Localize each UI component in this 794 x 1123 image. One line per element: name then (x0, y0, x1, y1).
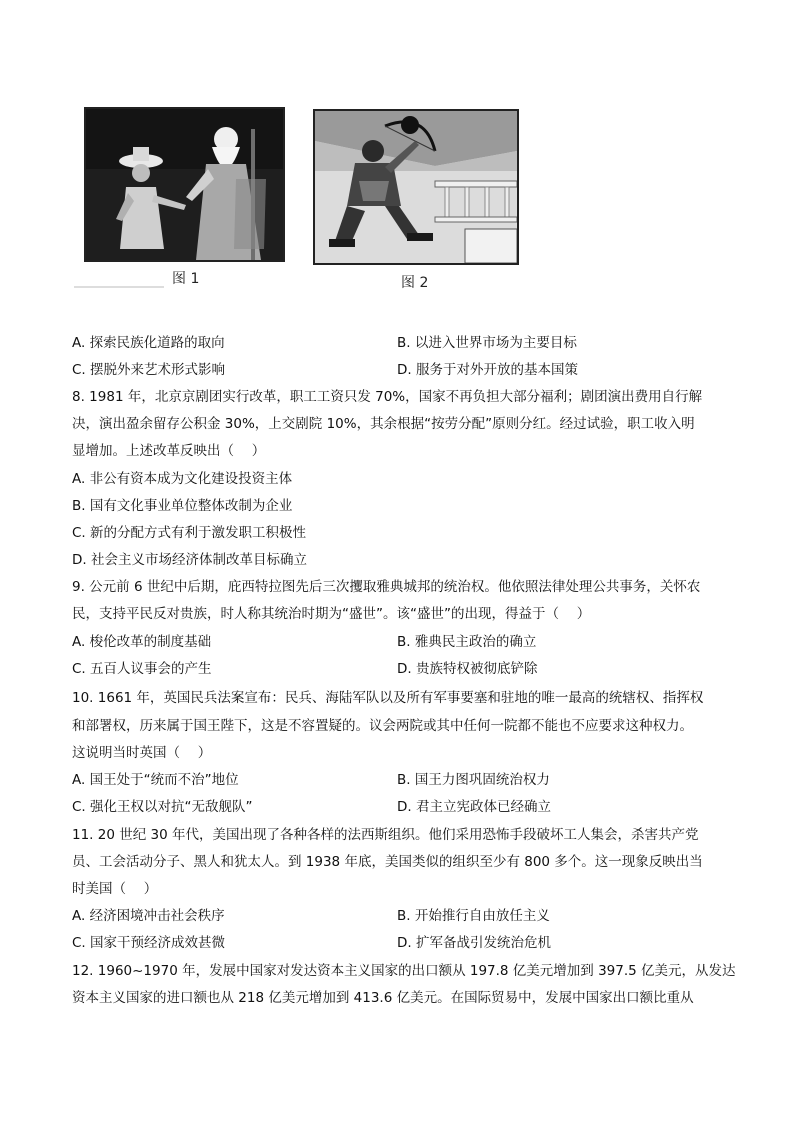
q7-option-b: B. 以进入世界市场为主要目标 (397, 335, 577, 351)
q11-stem-line-2: 员、工会活动分子、黑人和犹太人。到 1938 年底，美国类似的组织至少有 800 多个。这一现象反映出当 (72, 854, 703, 870)
q8-stem-line-2: 决，演出盈余留存公积金 30%，上交剧院 10%，其余根据“按劳分配”原则分红。经过试验，职工收入明 (72, 416, 695, 432)
q8-stem-line-3: 显增加。上述改革反映出（ ） (72, 443, 266, 459)
opera-scene-image (86, 109, 283, 260)
figure-1 (84, 107, 285, 262)
q7-option-d: D. 服务于对外开放的基本国策 (397, 362, 578, 378)
figure-2-image (313, 109, 519, 265)
q10-stem-line-1: 10. 1661 年，英国民兵法案宣布：民兵、海陆军队以及所有军事要塞和驻地的唯一最高的统辖权、指挥权 (72, 690, 704, 706)
q8-stem-line-1: 8. 1981 年，北京京剧团实行改革，职工工资只发 70%，国家不再负担大部分福利；剧团演出费用自行解 (72, 389, 703, 405)
scan-artifact (74, 286, 164, 288)
q9-option-d: D. 贵族特权被彻底铲除 (397, 661, 538, 677)
q10-option-d: D. 君主立宪政体已经确立 (397, 799, 551, 815)
q10-option-c: C. 强化王权以对抗“无敌舰队” (72, 799, 253, 815)
q10-option-b: B. 国王力图巩固统治权力 (397, 772, 550, 788)
q7-option-c: C. 摆脱外来艺术形式影响 (72, 362, 226, 378)
q8-option-c: C. 新的分配方式有利于激发职工积极性 (72, 525, 307, 541)
q9-option-b: B. 雅典民主政治的确立 (397, 634, 537, 650)
q9-stem-line-2: 民，支持平民反对贵族，时人称其统治时期为“盛世”。该“盛世”的出现，得益于（ ） (72, 606, 591, 622)
q9-option-a: A. 梭伦改革的制度基础 (72, 634, 212, 650)
q12-stem-line-2: 资本主义国家的进口额也从 218 亿美元增加到 413.6 亿美元。在国际贸易中，发展中国家出口额比重从 (72, 990, 694, 1006)
q9-stem-line-1: 9. 公元前 6 世纪中后期，庇西特拉图先后三次攫取雅典城邦的统治权。他依照法律处理公共事务，关怀农 (72, 579, 701, 595)
q11-option-a: A. 经济困境冲击社会秩序 (72, 908, 225, 924)
q10-stem-line-2: 和部署权，历来属于国王陛下，这是不容置疑的。议会两院或其中任何一院都不能也不应要求这种权力。 (72, 718, 693, 734)
archer-cartoon-image (315, 111, 517, 263)
q11-option-c: C. 国家干预经济成效甚微 (72, 935, 226, 951)
figure-2-caption: 图 2 (401, 275, 429, 291)
q11-stem-line-1: 11. 20 世纪 30 年代，美国出现了各种各样的法西斯组织。他们采用恐怖手段破坏工人集会，杀害共产党 (72, 827, 699, 843)
q12-stem-line-1: 12. 1960~1970 年，发展中国家对发达资本主义国家的出口额从 197.8 亿美元增加到 397.5 亿美元，从发达 (72, 963, 736, 979)
q11-option-d: D. 扩军备战引发统治危机 (397, 935, 551, 951)
q8-option-a: A. 非公有资本成为文化建设投资主体 (72, 471, 293, 487)
q9-option-c: C. 五百人议事会的产生 (72, 661, 212, 677)
q11-stem-line-3: 时美国（ ） (72, 881, 158, 897)
figure-1-photo (84, 107, 285, 262)
q8-option-d: D. 社会主义市场经济体制改革目标确立 (72, 552, 307, 568)
figure-1-caption: 图 1 (172, 271, 200, 287)
q8-option-b: B. 国有文化事业单位整体改制为企业 (72, 498, 293, 514)
q10-stem-line-3: 这说明当时英国（ ） (72, 745, 212, 761)
q10-option-a: A. 国王处于“统而不治”地位 (72, 772, 239, 788)
q11-option-b: B. 开始推行自由放任主义 (397, 908, 550, 924)
figure-2 (313, 109, 519, 265)
q7-option-a: A. 探索民族化道路的取向 (72, 335, 225, 351)
